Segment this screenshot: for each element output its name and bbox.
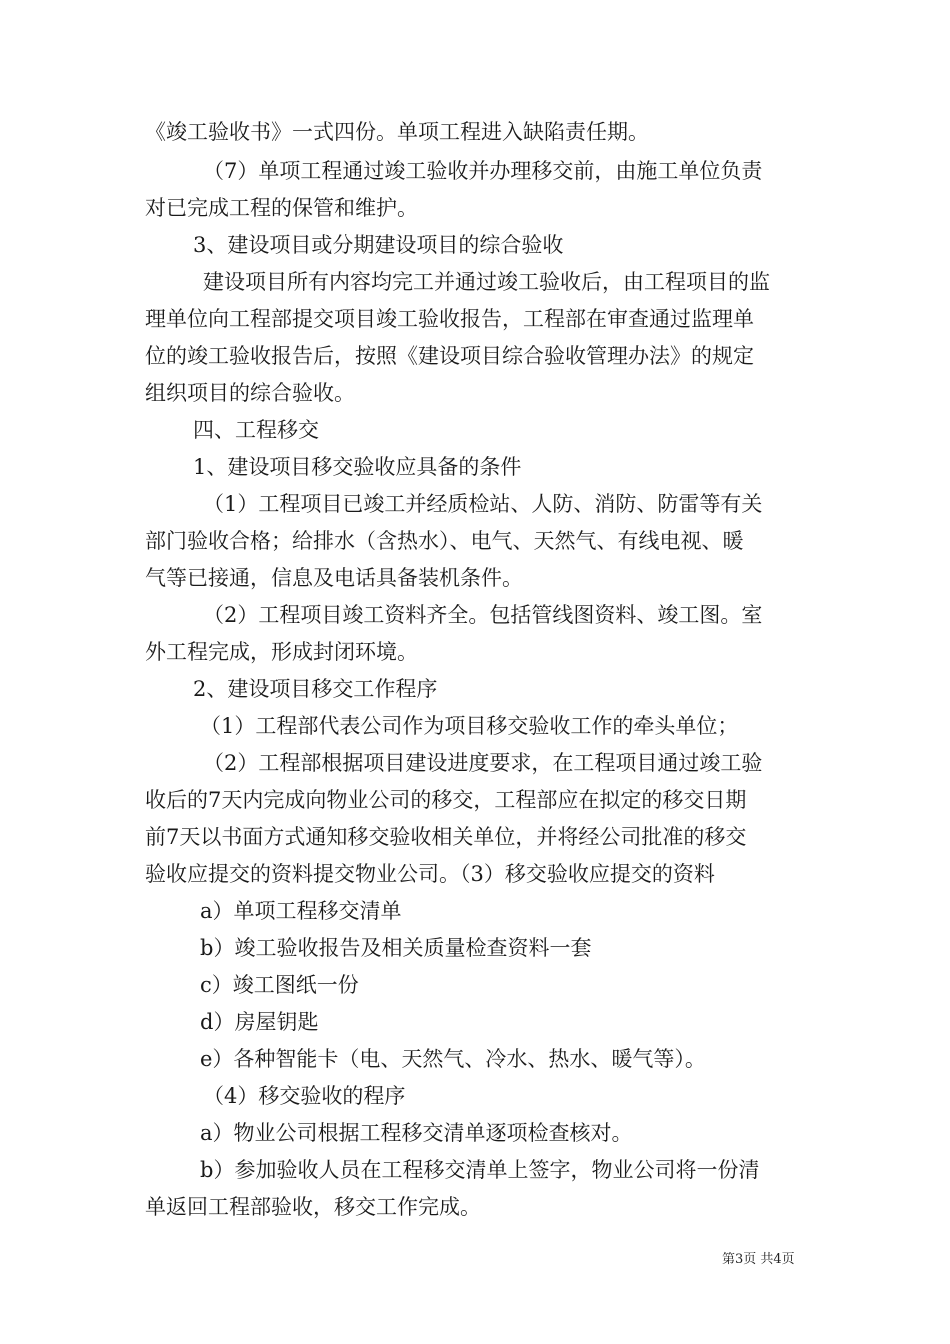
paragraph-line: 部门验收合格；给排水（含热水）、电气、天然气、有线电视、暖 [145, 529, 744, 553]
section-heading: 四、工程移交 [193, 418, 319, 442]
list-item: c）竣工图纸一份 [200, 973, 359, 997]
paragraph-line: 前7天以书面方式通知移交验收相关单位，并将经公司批准的移交 [145, 825, 747, 849]
paragraph-line: （2）工程项目竣工资料齐全。包括管线图资料、竣工图。室 [203, 603, 763, 627]
section-heading: 2、建设项目移交工作程序 [193, 677, 438, 701]
paragraph-line: 验收应提交的资料提交物业公司。（3）移交验收应提交的资料 [145, 862, 715, 886]
list-item: a）单项工程移交清单 [200, 899, 402, 923]
section-heading: 1、建设项目移交验收应具备的条件 [193, 455, 522, 479]
paragraph-line: 外工程完成，形成封闭环境。 [145, 640, 418, 664]
paragraph-line: （7）单项工程通过竣工验收并办理移交前，由施工单位负责 [203, 159, 763, 183]
paragraph-line: 位的竣工验收报告后，按照《建设项目综合验收管理办法》的规定 [145, 344, 754, 368]
page-number-footer: 第3页 共4页 [722, 1252, 795, 1267]
paragraph-line: （4）移交验收的程序 [203, 1084, 406, 1108]
list-item: e）各种智能卡（电、天然气、冷水、热水、暖气等）。 [200, 1047, 706, 1071]
paragraph-line: 气等已接通，信息及电话具备装机条件。 [145, 566, 523, 590]
list-item: b）参加验收人员在工程移交清单上签字，物业公司将一份清 [200, 1158, 760, 1182]
paragraph-line: 《竣工验收书》一式四份。单项工程进入缺陷责任期。 [145, 120, 649, 144]
paragraph-line: 单返回工程部验收，移交工作完成。 [145, 1195, 481, 1219]
list-item: a）物业公司根据工程移交清单逐项检查核对。 [200, 1121, 633, 1145]
paragraph-line: 对已完成工程的保管和维护。 [145, 196, 418, 220]
paragraph-line: （2）工程部根据项目建设进度要求，在工程项目通过竣工验 [203, 751, 763, 775]
paragraph-line: 组织项目的综合验收。 [145, 381, 355, 405]
paragraph-line: （1）工程项目已竣工并经质检站、人防、消防、防雷等有关 [203, 492, 763, 516]
list-item: b）竣工验收报告及相关质量检查资料一套 [200, 936, 592, 960]
paragraph-line: 理单位向工程部提交项目竣工验收报告，工程部在审查通过监理单 [145, 307, 754, 331]
paragraph-line: 建设项目所有内容均完工并通过竣工验收后，由工程项目的监 [203, 270, 770, 294]
list-item: d）房屋钥匙 [200, 1010, 319, 1034]
paragraph-line: （1）工程部代表公司作为项目移交验收工作的牵头单位； [200, 714, 739, 738]
section-heading: 3、建设项目或分期建设项目的综合验收 [193, 233, 564, 257]
paragraph-line: 收后的7天内完成向物业公司的移交，工程部应在拟定的移交日期 [145, 788, 747, 812]
